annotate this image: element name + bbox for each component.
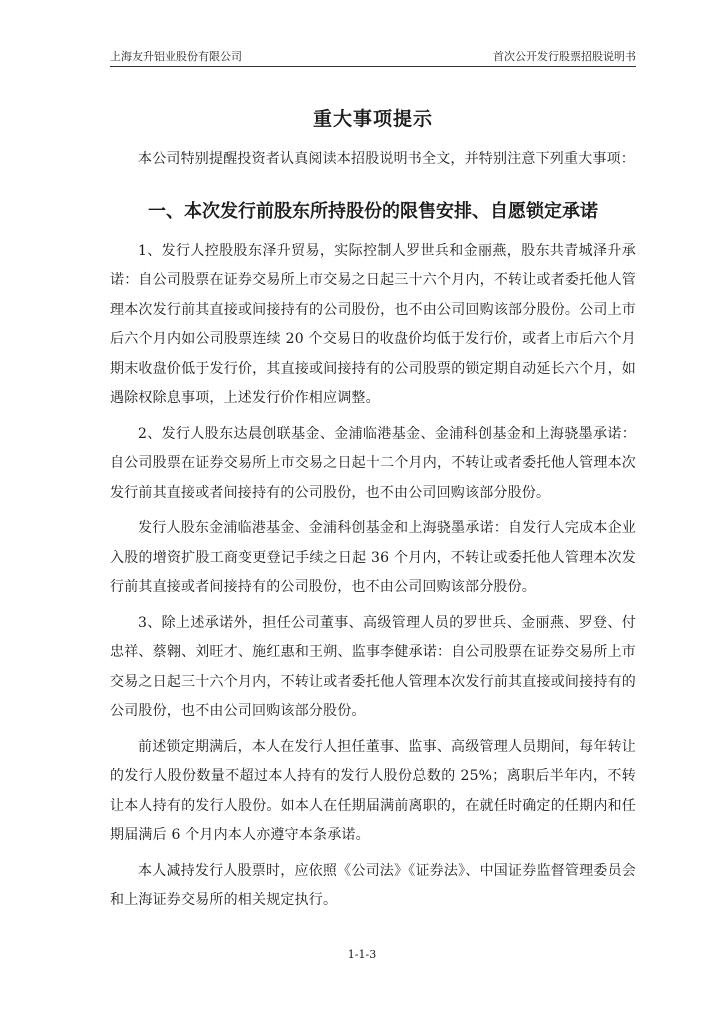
page-title: 重大事项提示 [312, 108, 433, 130]
paragraph-4: 3、除上述承诺外，担任公司董事、高级管理人员的罗世兵、金丽燕、罗登、付忠祥、蔡翱、刘旺才、施红惠和王朔、监事李健承诺：自公司股票在证券交易所上市交易之日起三十六个月内，不转让或者委托他人管理本次发行前其直接或间接持有的公司股份，也不由公司回购该部分股份。 [110, 614, 636, 719]
page-header [110, 46, 636, 64]
intro-paragraph: 本公司特别提醒投资者认真阅读本招股说明书全文，并特别注意下列重大事项： [138, 151, 635, 167]
section-title: 一、本次发行前股东所持股份的限售安排、自愿锁定承诺 [148, 200, 598, 222]
paragraph-2: 2、发行人股东达晨创联基金、金浦临港基金、金浦科创基金和上海骁墨承诺：自公司股票在证券交易所上市交易之日起十二个月内，不转让或者委托他人管理本次发行前其直接或者间接持有的公司股份，也不由公司回购该部分股份。 [110, 425, 636, 501]
paragraph-3: 发行人股东金浦临港基金、金浦科创基金和上海骁墨承诺：自发行人完成本企业入股的增资扩股工商变更登记手续之日起 36 个月内，不转让或委托他人管理本次发行前其直接或者间接持有的公司股份，也不由公司回购该部分股份。 [110, 520, 636, 595]
header-document-name: 首次公开发行股票招股说明书 [493, 50, 636, 63]
page-number: 1-1-3 [347, 948, 377, 961]
header-divider [110, 66, 636, 67]
header-company-name: 上海友升铝业股份有限公司 [110, 50, 242, 63]
paragraph-1: 1、发行人控股股东泽升贸易，实际控制人罗世兵和金丽燕，股东共青城泽升承诺：自公司股票在证券交易所上市交易之日起三十六个月内，不转让或者委托他人管理本次发行前其直接或间接持有的公司股份，也不由公司回购该部分股份。公司上市后六个月内如公司股票连续 20 个交易日的收盘价均低于发行价，或者上市后六个月期末收盘价低于发行价，其直接或间接持有的公司股票的锁定期自动延长六个月，如遇除权除息事项，上述发行价作相应调整。 [110, 242, 636, 406]
paragraph-6: 本人减持发行人股票时，应依照《公司法》《证券法》、中国证券监督管理委员会和上海证券交易所的相关规定执行。 [110, 862, 636, 908]
paragraph-5: 前述锁定期满后，本人在发行人担任董事、监事、高级管理人员期间，每年转让的发行人股份数量不超过本人持有的发行人股份总数的 25%；离职后半年内，不转让本人持有的发行人股份。如本人在任期届满前离职的，在就任时确定的任期内和任期届满后 6 个月内本人亦遵守本条承诺。 [110, 738, 636, 843]
page-content [110, 104, 636, 922]
